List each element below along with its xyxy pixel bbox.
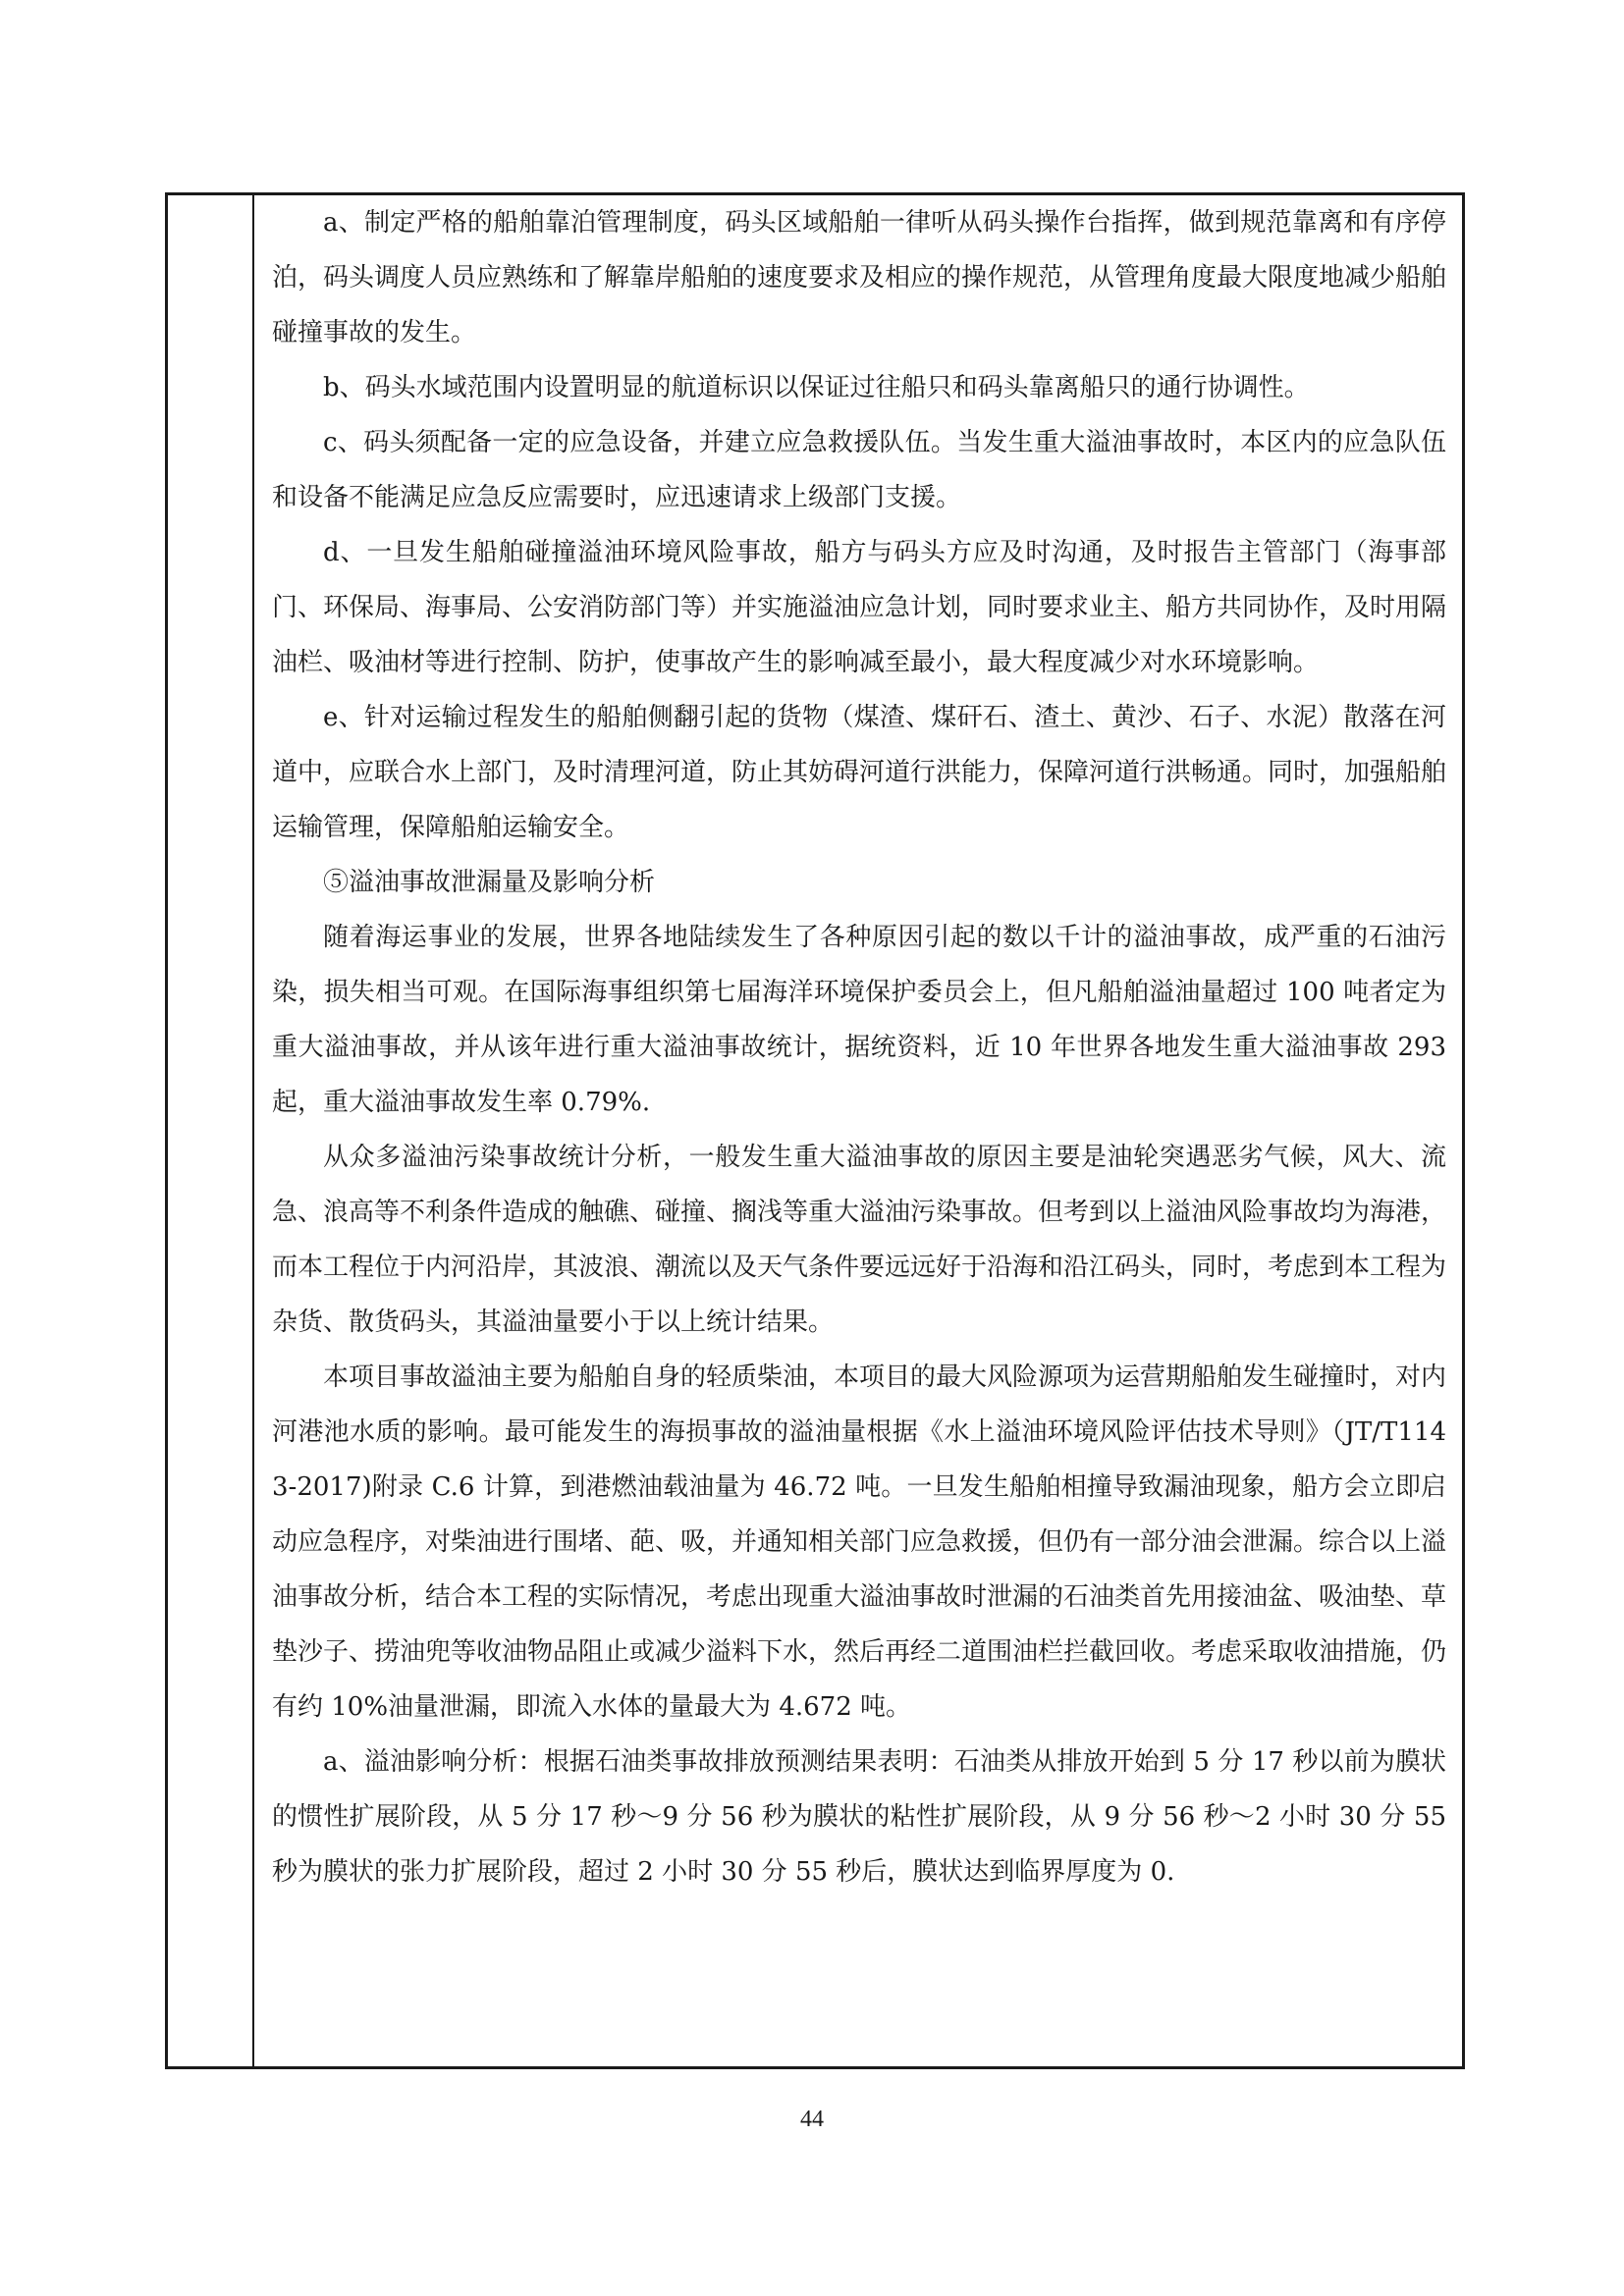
table-frame <box>165 192 1465 2069</box>
paragraph-berthing-management: a、制定严格的船舶靠泊管理制度，码头区域船舶一律听从码头操作台指挥，做到规范靠离和有序停泊，码头调度人员应熟练和了解靠岸船舶的速度要求及相应的操作规范，从管理角度最大限度地减少船舶碰撞事故的发生。 <box>272 208 1446 347</box>
column-divider <box>252 195 254 2066</box>
paragraph-spill-impact: a、溢油影响分析：根据石油类事故排放预测结果表明：石油类从排放开始到 5 分 17 秒以前为膜状的惯性扩展阶段，从 5 分 17 秒～9 分 56 秒为膜状的粘性扩展阶段，从 9 分 56 秒～2 小时 30 分 55 秒为膜状的张力扩展阶段，超过 2 小时 30 分 55 秒后，膜状达到临界厚度为 0. <box>272 1747 1446 1887</box>
paragraph-channel-markers: b、码头水域范围内设置明显的航道标识以保证过往船只和码头靠离船只的通行协调性。 <box>323 373 1310 402</box>
paragraph-project-spill-volume: 本项目事故溢油主要为船舶自身的轻质柴油，本项目的最大风险源项为运营期船舶发生碰撞时，对内河港池水质的影响。最可能发生的海损事故的溢油量根据《水上溢油环境风险评估技术导则》（JT/T1143-2017)附录 C.6 计算，到港燃油载油量为 46.72 吨。一旦发生船舶相撞导致漏油现象，船方会立即启动应急程序，对柴油进行围堵、葩、吸，并通知相关部门应急救援，但仍有一部分油会泄漏。综合以上溢油事故分析，结合本工程的实际情况，考虑出现重大溢油事故时泄漏的石油类首先用接油盆、吸油垫、草垫沙子、捞油兜等收油物品阻止或减少溢料下水，然后再经二道围油栏拦截回收。考虑采取收油措施，仍有约 10%油量泄漏，即流入水体的量最大为 4.672 吨。 <box>272 1362 1446 1722</box>
content-cell <box>272 195 1446 2066</box>
paragraph-collision-response: d、一旦发生船舶碰撞溢油环境风险事故，船方与码头方应及时沟通，及时报告主管部门（海事部门、环保局、海事局、公安消防部门等）并实施溢油应急计划，同时要求业主、船方共同协作，及时用隔油栏、吸油材等进行控制、防护，使事故产生的影响减至最小，最大程度减少对水环境影响。 <box>272 538 1446 677</box>
page-number: 44 <box>800 2107 824 2132</box>
paragraph-causes-analysis: 从众多溢油污染事故统计分析，一般发生重大溢油事故的原因主要是油轮突遇恶劣气候，风大、流急、浪高等不利条件造成的触礁、碰撞、搁浅等重大溢油污染事故。但考到以上溢油风险事故均为海港，而本工程位于内河沿岸，其波浪、潮流以及天气条件要远远好于沿海和沿江码头，同时，考虑到本工程为杂货、散货码头，其溢油量要小于以上统计结果。 <box>272 1143 1446 1337</box>
paragraph-emergency-equipment: c、码头须配备一定的应急设备，并建立应急救援队伍。当发生重大溢油事故时，本区内的应急队伍和设备不能满足应急反应需要时，应迅速请求上级部门支援。 <box>272 428 1446 512</box>
paragraph-cargo-spill: e、针对运输过程发生的船舶侧翻引起的货物（煤渣、煤矸石、渣土、黄沙、石子、水泥）散落在河道中，应联合水上部门，及时清理河道，防止其妨碍河道行洪能力，保障河道行洪畅通。同时，加强船舶运输管理，保障船舶运输安全。 <box>272 703 1446 842</box>
section-heading-spill-analysis: ⑤溢油事故泄漏量及影响分析 <box>323 868 656 897</box>
paragraph-global-statistics: 随着海运事业的发展，世界各地陆续发生了各种原因引起的数以千计的溢油事故，成严重的石油污染，损失相当可观。在国际海事组织第七届海洋环境保护委员会上，但凡船舶溢油量超过 100 吨者定为重大溢油事故，并从该年进行重大溢油事故统计，据统资料，近 10 年世界各地发生重大溢油事故 293 起，重大溢油事故发生率 0.79%. <box>272 923 1446 1117</box>
